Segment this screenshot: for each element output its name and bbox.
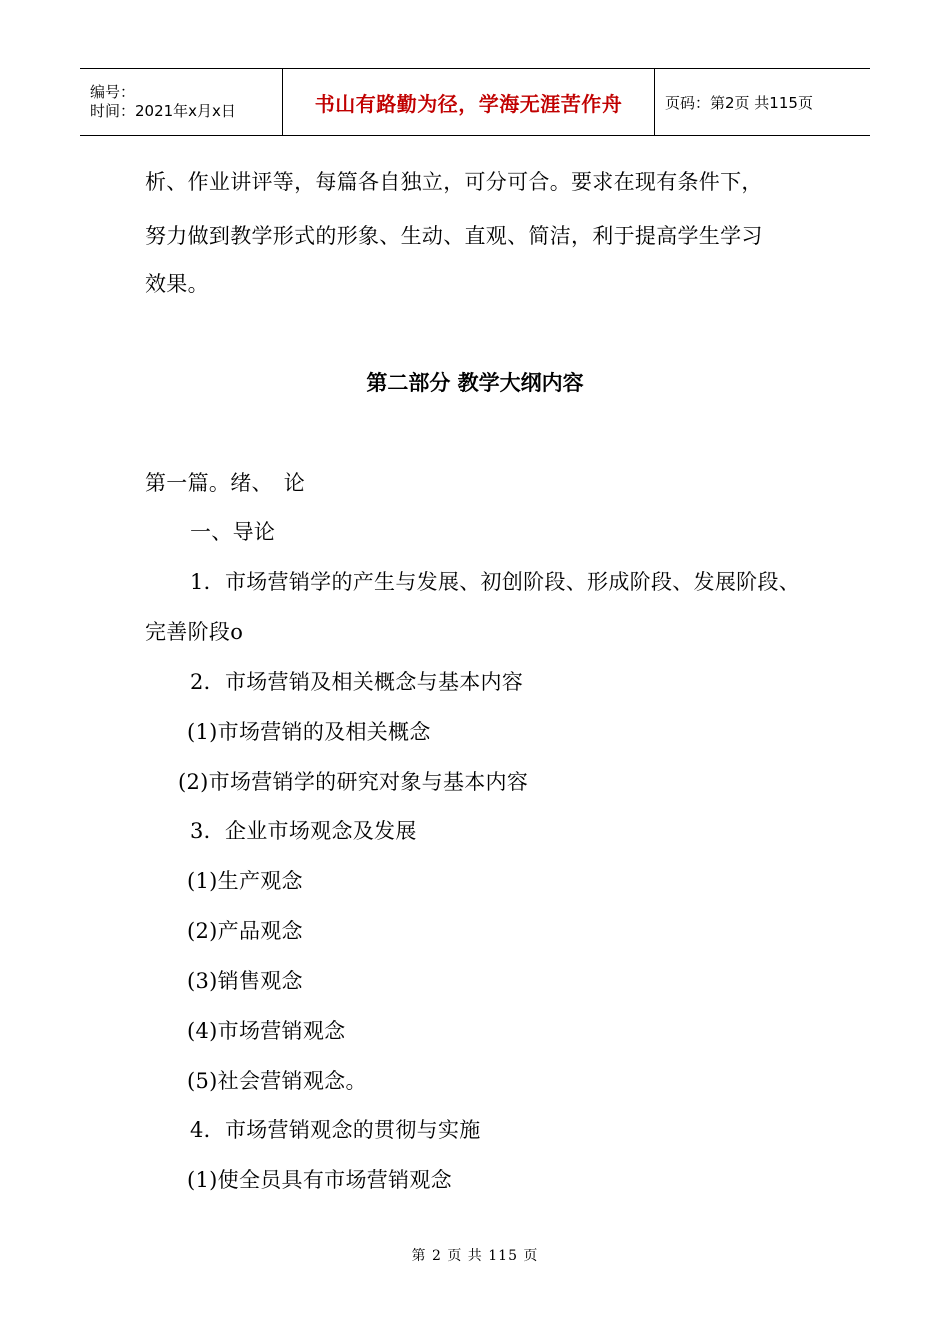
item-1-cont: 完善阶段o: [145, 620, 244, 644]
item-intro: 一、导论: [190, 520, 276, 544]
intro-line-2: 努力做到教学形式的形象、生动、直观、简洁，利于提高学生学习: [145, 224, 763, 248]
item-4: 4．市场营销观念的贯彻与实施: [190, 1118, 481, 1142]
header-page-info: 页码：第2页 共115页: [665, 93, 813, 112]
intro-line-1: 析、作业讲评等，每篇各自独立，可分可合。要求在现有条件下，: [145, 170, 763, 194]
header-motto: 书山有路勤为径，学海无涯苦作舟: [314, 91, 623, 116]
header-motto-cell: [282, 69, 655, 135]
section-title: 第二部分 教学大纲内容: [366, 371, 584, 395]
item-3-1: (1)生产观念: [187, 869, 303, 893]
item-1: 1．市场营销学的产生与发展、初创阶段、形成阶段、发展阶段、: [190, 570, 801, 594]
item-4-1: (1)使全员具有市场营销观念: [187, 1168, 452, 1192]
item-3-3: (3)销售观念: [187, 969, 303, 993]
header-page-cell: [655, 69, 870, 135]
item-3-4: (4)市场营销观念: [187, 1019, 346, 1043]
item-2: 2．市场营销及相关概念与基本内容: [190, 670, 524, 694]
item-2-1: (1)市场营销的及相关概念: [187, 720, 431, 744]
item-3: 3．企业市场观念及发展: [190, 819, 417, 843]
item-3-5: (5)社会营销观念。: [187, 1069, 367, 1093]
chapter-title: 第一篇。绪、 论: [145, 471, 306, 495]
item-3-2: (2)产品观念: [187, 919, 303, 943]
item-2-2: (2)市场营销学的研究对象与基本内容: [178, 770, 529, 794]
header-number-label: 编号：: [90, 83, 136, 101]
page-header: [80, 68, 870, 136]
header-meta: [80, 69, 282, 135]
intro-line-3: 效果。: [145, 272, 209, 296]
page-footer: 第 2 页 共 115 页: [411, 1248, 539, 1264]
header-date: 时间：2021年x月x日: [90, 102, 236, 120]
